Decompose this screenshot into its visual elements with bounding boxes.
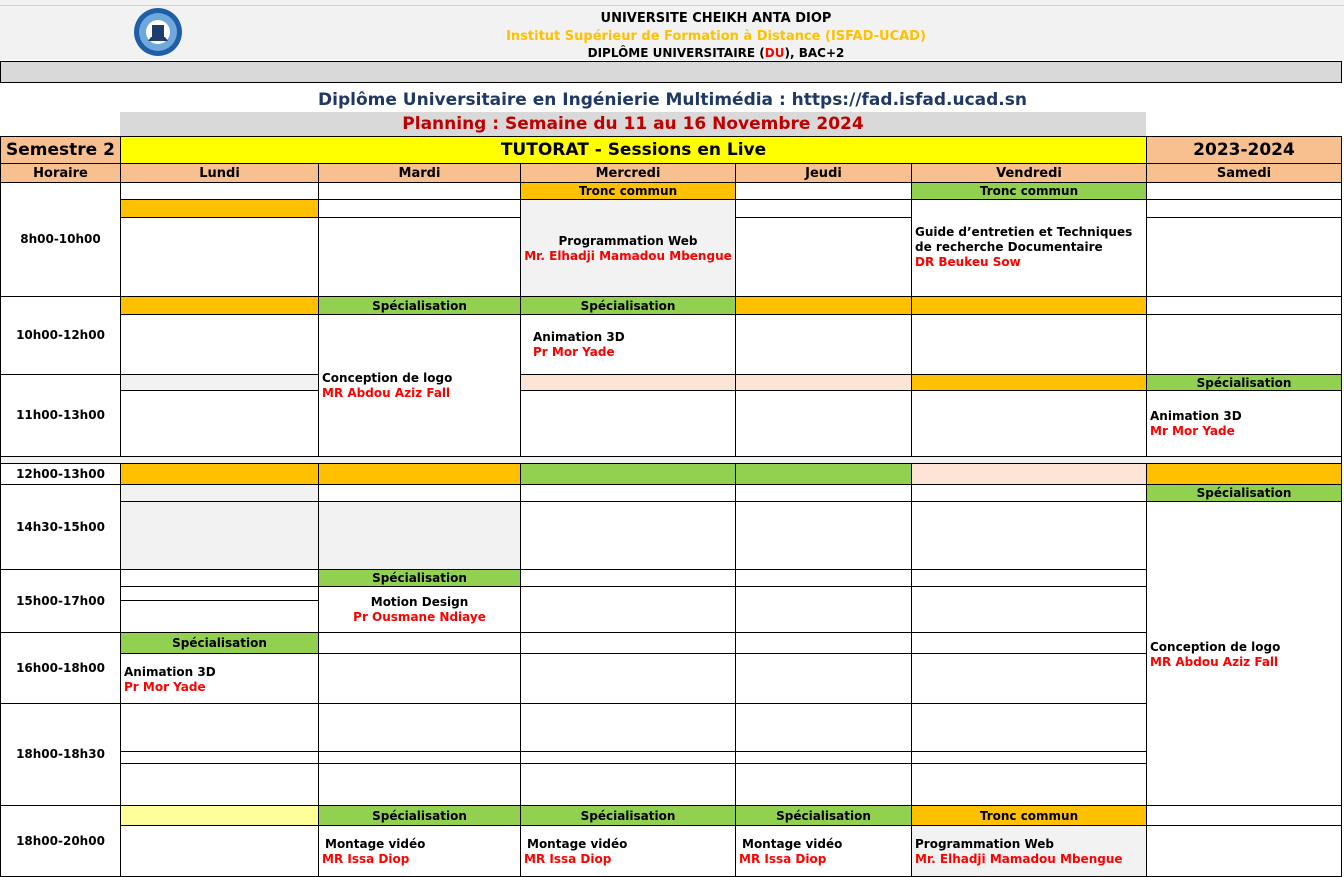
diploma-pre: DIPLÔME UNIVERSITAIRE ( — [587, 46, 765, 60]
jeudi-r6 — [735, 374, 912, 391]
header-mercredi: Mercredi — [520, 163, 736, 183]
vendredi-r13 — [911, 653, 1147, 704]
time-slot-8: 18h00-18h30 — [0, 703, 121, 806]
header-horaire: Horaire — [0, 163, 121, 183]
samedi-r3 — [1146, 217, 1342, 297]
ucad-logo — [127, 7, 189, 57]
jeudi-r17 — [735, 763, 912, 806]
samedi-logo — [1146, 501, 1342, 806]
mardi-r2 — [318, 199, 521, 218]
course-title: Montage vidéo — [325, 837, 426, 851]
header-mardi: Mardi — [318, 163, 521, 183]
course-prof: MR Abdou Aziz Fall — [322, 386, 451, 400]
jeudi-r3 — [735, 217, 912, 297]
vendredi-r9 — [911, 501, 1147, 570]
mardi-motion — [318, 586, 521, 633]
samedi-r8 — [1146, 463, 1342, 485]
mercredi-r5 — [520, 390, 736, 457]
jeudi-spec-tag: Spécialisation — [735, 805, 912, 826]
lundi-r1 — [120, 182, 319, 200]
lundi-r4 — [120, 296, 319, 315]
lundi-r2 — [120, 199, 319, 218]
jeudi-montage — [735, 825, 912, 877]
mardi-r3 — [318, 217, 521, 297]
mercredi-r12 — [520, 653, 736, 704]
lundi-r20 — [120, 825, 319, 877]
university-name: UNIVERSITE CHEIKH ANTA DIOP — [600, 10, 832, 26]
jeudi-r5 — [735, 314, 912, 375]
lundi-spec-tag: Spécialisation — [120, 632, 319, 654]
samedi-r2 — [1146, 199, 1342, 218]
vendredi-r11 — [911, 586, 1147, 633]
vendredi-tronc-tag-1: Tronc commun — [911, 182, 1147, 200]
course-title: Motion Design — [370, 595, 469, 609]
jeudi-r9 — [735, 484, 912, 502]
mercredi-r13 — [520, 703, 736, 752]
mercredi-r4 — [520, 374, 736, 391]
lundi-r8 — [120, 463, 319, 485]
course-prof: Pr Ousmane Ndiaye — [353, 610, 486, 624]
mercredi-r7 — [520, 484, 736, 502]
diploma-post: ), BAC+2 — [784, 46, 845, 60]
mardi-r8 — [318, 501, 521, 570]
course-title: Conception de logo — [1150, 640, 1281, 654]
mardi-r13 — [318, 703, 521, 752]
lundi-anim3d — [120, 653, 319, 704]
course-prof: MR Issa Diop — [739, 852, 827, 866]
vendredi-r4 — [911, 314, 1147, 375]
samedi-spec-tag-2: Spécialisation — [1146, 484, 1342, 502]
mercredi-web — [520, 199, 736, 297]
header-jeudi: Jeudi — [735, 163, 912, 183]
mercredi-r11 — [520, 632, 736, 654]
header-lundi: Lundi — [120, 163, 319, 183]
course-prof: MR Issa Diop — [524, 852, 612, 866]
tutorat-title: TUTORAT - Sessions en Live — [120, 136, 1147, 164]
mercredi-r9 — [520, 569, 736, 587]
course-prof: Pr Mor Yade — [124, 680, 206, 694]
vendredi-r3 — [911, 296, 1147, 315]
course-title: Animation 3D — [1150, 409, 1242, 423]
mercredi-spec-tag-2: Spécialisation — [520, 805, 736, 826]
vendredi-r16 — [911, 763, 1147, 806]
lundi-r3 — [120, 217, 319, 297]
mardi-spec-tag-2: Spécialisation — [318, 569, 521, 587]
lundi-r9 — [120, 484, 319, 502]
time-slot-2: 10h00-12h00 — [0, 296, 121, 375]
sheet-top-line — [0, 0, 1344, 6]
samedi-r4 — [1146, 296, 1342, 315]
time-slot-5: 14h30-15h00 — [0, 484, 121, 570]
samedi-spec-tag-1: Spécialisation — [1146, 374, 1342, 391]
mardi-r12 — [318, 653, 521, 704]
mercredi-montage — [520, 825, 736, 877]
jeudi-r12 — [735, 586, 912, 633]
mercredi-r6 — [520, 463, 736, 485]
header-samedi: Samedi — [1146, 163, 1342, 183]
vendredi-r14 — [911, 703, 1147, 752]
samedi-r5 — [1146, 314, 1342, 375]
course-prof: Mr. Elhadji Mamadou Mbengue — [524, 249, 732, 263]
course-title: Programmation Web — [558, 234, 698, 248]
jeudi-r8 — [735, 463, 912, 485]
mardi-r15 — [318, 763, 521, 806]
vendredi-r6 — [911, 390, 1147, 457]
jeudi-r10 — [735, 501, 912, 570]
planning-title: Planning : Semaine du 11 au 16 Novembre 2024 — [120, 112, 1146, 136]
course-title: Animation 3D — [124, 665, 216, 679]
course-title: Animation 3D — [533, 330, 625, 344]
time-slot-4: 12h00-13h00 — [0, 463, 121, 485]
jeudi-r7 — [735, 390, 912, 457]
separator-row — [0, 61, 1342, 83]
jeudi-r11 — [735, 569, 912, 587]
vendredi-r10 — [911, 569, 1147, 587]
vendredi-tronc-tag-2: Tronc commun — [911, 805, 1147, 826]
vendredi-r8 — [911, 484, 1147, 502]
vendredi-r5 — [911, 374, 1147, 391]
mardi-r6 — [318, 463, 521, 485]
mardi-spec-tag-1: Spécialisation — [318, 296, 521, 315]
mardi-r1 — [318, 182, 521, 200]
lundi-r19 — [120, 805, 319, 826]
jeudi-r14 — [735, 653, 912, 704]
lundi-r12 — [120, 586, 319, 601]
course-prof: Mr Mor Yade — [1150, 424, 1235, 438]
mardi-r7 — [318, 484, 521, 502]
lundi-r11 — [120, 569, 319, 587]
course-prof: MR Abdou Aziz Fall — [1150, 655, 1279, 669]
lundi-r6 — [120, 374, 319, 391]
mercredi-tronc-tag: Tronc commun — [520, 182, 736, 200]
samedi-anim3d — [1146, 390, 1342, 457]
time-slot-9: 18h00-20h00 — [0, 805, 121, 877]
diploma-line — [400, 45, 1032, 61]
course-prof: Pr Mor Yade — [533, 345, 615, 359]
semester-label: Semestre 2 — [0, 136, 121, 164]
vendredi-r12 — [911, 632, 1147, 654]
mardi-montage — [318, 825, 521, 877]
course-title: Guide d’entretien et Techniques de recherche Documentaire — [915, 225, 1133, 254]
time-slot-1: 8h00-10h00 — [0, 182, 121, 297]
course-title: Conception de logo — [322, 371, 453, 385]
year-label: 2023-2024 — [1146, 136, 1342, 164]
samedi-r12 — [1146, 825, 1342, 877]
lundi-r5 — [120, 314, 319, 375]
time-slot-7: 16h00-18h00 — [0, 632, 121, 704]
vendredi-r7 — [911, 463, 1147, 485]
lundi-r16 — [120, 703, 319, 752]
samedi-r1 — [1146, 182, 1342, 200]
mardi-r11 — [318, 632, 521, 654]
course-title: Programmation Web — [915, 837, 1055, 851]
lundi-r18 — [120, 763, 319, 806]
lundi-r7 — [120, 390, 319, 457]
vendredi-guide — [911, 199, 1147, 297]
time-slot-3: 11h00-13h00 — [0, 374, 121, 457]
header-vendredi: Vendredi — [911, 163, 1147, 183]
mercredi-r8 — [520, 501, 736, 570]
diploma-du: DU — [764, 46, 785, 60]
mercredi-anim3d — [520, 314, 736, 375]
jeudi-r2 — [735, 199, 912, 218]
mercredi-r10 — [520, 586, 736, 633]
mardi-spec-tag-3: Spécialisation — [318, 805, 521, 826]
jeudi-r15 — [735, 703, 912, 752]
jeudi-r1 — [735, 182, 912, 200]
mercredi-r15 — [520, 763, 736, 806]
jeudi-r13 — [735, 632, 912, 654]
lundi-r10 — [120, 501, 319, 570]
course-title: Montage vidéo — [527, 837, 628, 851]
samedi-r11 — [1146, 805, 1342, 826]
program-title: Diplôme Universitaire en Ingénierie Multimédia : https://fad.isfad.ucad.sn — [318, 90, 1027, 110]
vendredi-web — [911, 825, 1147, 877]
jeudi-r4 — [735, 296, 912, 315]
institute-name: Institut Supérieur de Formation à Distance (ISFAD-UCAD) — [506, 28, 926, 44]
mercredi-spec-tag-1: Spécialisation — [520, 296, 736, 315]
mardi-logo — [318, 314, 521, 457]
course-prof: MR Issa Diop — [322, 852, 410, 866]
course-prof: Mr. Elhadji Mamadou Mbengue — [915, 852, 1123, 866]
course-title: Montage vidéo — [742, 837, 843, 851]
lundi-r13 — [120, 600, 319, 633]
course-prof: DR Beukeu Sow — [915, 255, 1021, 269]
time-slot-6: 15h00-17h00 — [0, 569, 121, 633]
